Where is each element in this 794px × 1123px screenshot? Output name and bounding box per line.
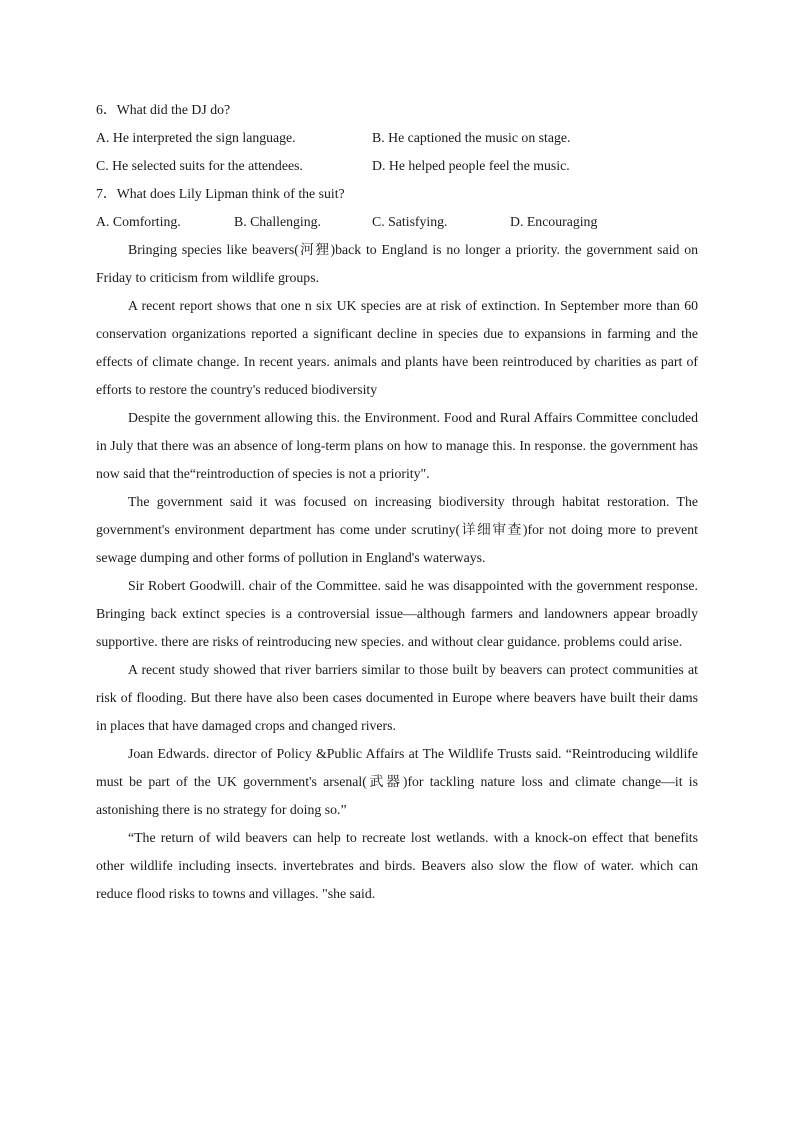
question-6-option-c[interactable]: C. He selected suits for the attendees.: [96, 158, 303, 173]
passage-paragraph-4: The government said it was focused on increasing biodiversity through habitat restoration. The government's environment department has come under scrutiny(详细审查)for not doing more to prevent sewage dumping and other forms of pollution in England's waterways.: [96, 494, 698, 565]
question-7-option-c[interactable]: C. Satisfying.: [372, 214, 448, 229]
passage-paragraph-6: A recent study showed that river barriers similar to those built by beavers can protect communities at risk of flooding. But there have also been cases documented in Europe where beavers have built their dams in places that have damaged crops and changed rivers.: [96, 662, 698, 733]
question-7-option-d[interactable]: D. Encouraging: [510, 214, 598, 229]
question-6-option-b[interactable]: B. He captioned the music on stage.: [372, 130, 571, 145]
question-6-options-row-1: [96, 124, 698, 152]
document-page: [96, 96, 698, 908]
passage-paragraph-1: Bringing species like beavers(河狸)back to England is no longer a priority. the government said on Friday to criticism from wildlife groups.: [96, 242, 698, 285]
question-7-option-b[interactable]: B. Challenging.: [234, 214, 321, 229]
passage-paragraph-5: Sir Robert Goodwill. chair of the Committee. said he was disappointed with the government response. Bringing back extinct species is a controversial issue—although farmers and landowners appear broadly supportive. there are risks of reintroducing new species. and without clear guidance. problems could arise.: [96, 578, 698, 649]
question-6-stem: 6．What did the DJ do?: [96, 102, 231, 117]
question-7-options-row: [96, 208, 698, 236]
passage-paragraph-7: Joan Edwards. director of Policy &Public Affairs at The Wildlife Trusts said. “Reintroducing wildlife must be part of the UK government's arsenal(武器)for tackling nature loss and climate change—it is astonishing there is no strategy for doing so.”: [96, 746, 698, 817]
passage-paragraph-8: “The return of wild beavers can help to recreate lost wetlands. with a knock-on effect that benefits other wildlife including insects. invertebrates and birds. Beavers also slow the flow of water. which can reduce flood risks to towns and villages. "she said.: [96, 830, 698, 901]
question-7-stem: 7．What does Lily Lipman think of the suit?: [96, 186, 345, 201]
question-6-options-row-2: [96, 152, 698, 180]
passage-paragraph-3: Despite the government allowing this. the Environment. Food and Rural Affairs Committee concluded in July that there was an absence of long-term plans on how to manage this. In response. the government has now said that the“reintroduction of species is not a priority".: [96, 410, 698, 481]
question-7-option-a[interactable]: A. Comforting.: [96, 214, 181, 229]
question-6-option-a[interactable]: A. He interpreted the sign language.: [96, 130, 296, 145]
question-6-option-d[interactable]: D. He helped people feel the music.: [372, 158, 570, 173]
passage-paragraph-2: A recent report shows that one n six UK species are at risk of extinction. In September more than 60 conservation organizations reported a significant decline in species due to expansions in farming and the effects of climate change. In recent years. animals and plants have been reintroduced by charities as part of efforts to restore the country's reduced biodiversity: [96, 298, 698, 397]
